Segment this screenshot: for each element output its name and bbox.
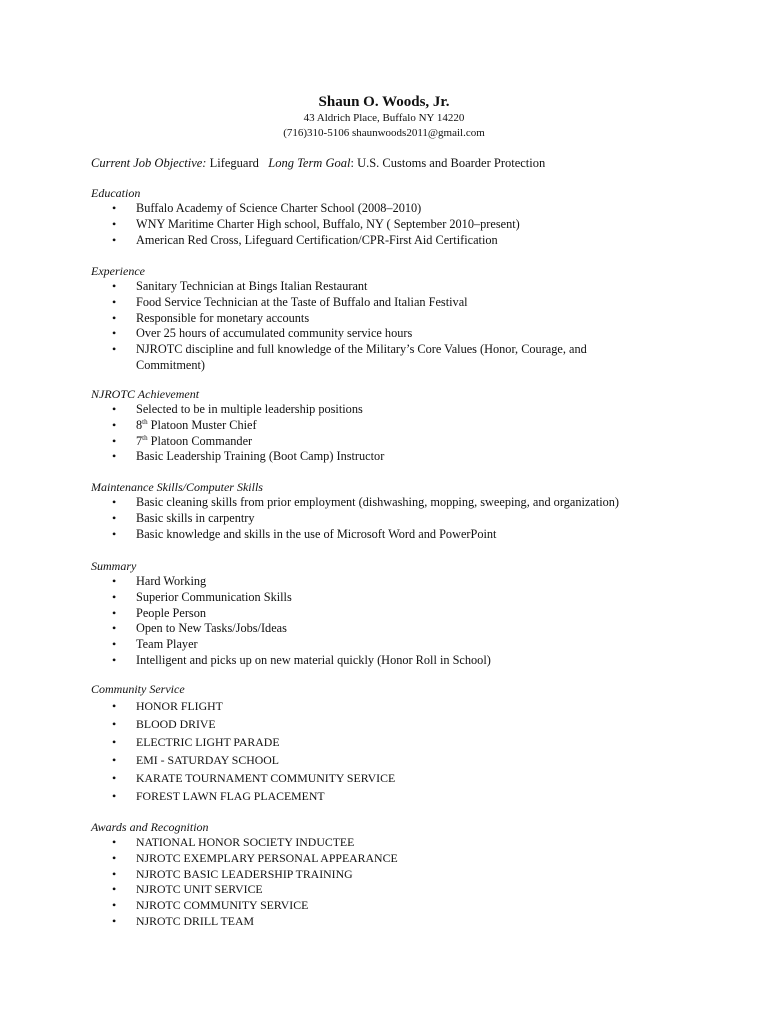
list-item: • 7th Platoon Commander — [91, 434, 691, 450]
list-item: • 8th Platoon Muster Chief — [91, 418, 691, 434]
summary-list — [91, 574, 691, 669]
community-title: Community Service — [91, 682, 185, 696]
objective-line — [91, 155, 545, 171]
list-item: • NATIONAL HONOR SOCIETY INDUCTEE — [91, 835, 691, 851]
candidate-name: Shaun O. Woods, Jr. — [318, 94, 450, 110]
list-item: • Buffalo Academy of Science Charter School (2008–2010) — [91, 201, 691, 217]
resume-header — [0, 93, 768, 141]
list-item: • Team Player — [91, 637, 691, 653]
list-item: • KARATE TOURNAMENT COMMUNITY SERVICE — [91, 769, 691, 787]
list-item: • NJROTC UNIT SERVICE — [91, 882, 691, 898]
list-item: • Superior Communication Skills — [91, 590, 691, 606]
long-term-goal-value: : U.S. Customs and Boarder Protection — [350, 156, 546, 170]
awards-section — [91, 819, 691, 930]
skills-section — [91, 479, 691, 542]
list-item: • Open to New Tasks/Jobs/Ideas — [91, 621, 691, 637]
njrotc-section — [91, 386, 691, 465]
skills-title: Maintenance Skills/Computer Skills — [91, 480, 263, 494]
list-item: • HONOR FLIGHT — [91, 697, 691, 715]
skills-list — [91, 495, 691, 542]
job-objective-label: Current Job Objective: — [91, 156, 207, 170]
education-list — [91, 201, 691, 248]
community-section — [91, 681, 691, 805]
experience-section — [91, 263, 691, 374]
list-item: • People Person — [91, 606, 691, 622]
awards-list — [91, 835, 691, 930]
list-item: • Basic knowledge and skills in the use of Microsoft Word and PowerPoint — [91, 527, 691, 543]
education-section — [91, 185, 691, 248]
list-item: • NJROTC BASIC LEADERSHIP TRAINING — [91, 867, 691, 883]
address: 43 Aldrich Place, Buffalo NY 14220 — [303, 112, 465, 124]
list-item: • FOREST LAWN FLAG PLACEMENT — [91, 787, 691, 805]
list-item: • NJROTC discipline and full knowledge of the Military’s Core Values (Honor, Courage, and Commitment) — [91, 342, 616, 374]
summary-title: Summary — [91, 559, 137, 573]
list-item: • ELECTRIC LIGHT PARADE — [91, 733, 691, 751]
summary-section — [91, 558, 691, 669]
education-title: Education — [91, 186, 141, 200]
list-item: • Sanitary Technician at Bings Italian Restaurant — [91, 279, 691, 295]
long-term-goal-label: Long Term Goal — [268, 156, 351, 170]
list-item: • BLOOD DRIVE — [91, 715, 691, 733]
list-item: • Basic Leadership Training (Boot Camp) Instructor — [91, 449, 691, 465]
list-item: • NJROTC EXEMPLARY PERSONAL APPEARANCE — [91, 851, 691, 867]
list-item: • Responsible for monetary accounts — [91, 311, 691, 327]
awards-title: Awards and Recognition — [91, 820, 209, 834]
list-item: • Basic cleaning skills from prior employment (dishwashing, mopping, sweeping, and organization) — [91, 495, 691, 511]
njrotc-title: NJROTC Achievement — [91, 387, 200, 401]
list-item: • Basic skills in carpentry — [91, 511, 691, 527]
list-item: • Intelligent and picks up on new material quickly (Honor Roll in School) — [91, 653, 691, 669]
list-item: • Selected to be in multiple leadership positions — [91, 402, 691, 418]
list-item: • American Red Cross, Lifeguard Certification/CPR-First Aid Certification — [91, 233, 691, 249]
experience-list — [91, 279, 691, 374]
experience-title: Experience — [91, 264, 145, 278]
contact-info: (716)310-5106 shaunwoods2011@gmail.com — [283, 127, 485, 139]
njrotc-list — [91, 402, 691, 465]
list-item: • NJROTC DRILL TEAM — [91, 914, 691, 930]
community-list — [91, 697, 691, 805]
list-item: • WNY Maritime Charter High school, Buffalo, NY ( September 2010–present) — [91, 217, 691, 233]
list-item: • EMI - SATURDAY SCHOOL — [91, 751, 691, 769]
job-objective-value: Lifeguard — [209, 156, 259, 170]
list-item: • Food Service Technician at the Taste of Buffalo and Italian Festival — [91, 295, 691, 311]
list-item: • NJROTC COMMUNITY SERVICE — [91, 898, 691, 914]
list-item: • Hard Working — [91, 574, 691, 590]
list-item: • Over 25 hours of accumulated community service hours — [91, 326, 691, 342]
